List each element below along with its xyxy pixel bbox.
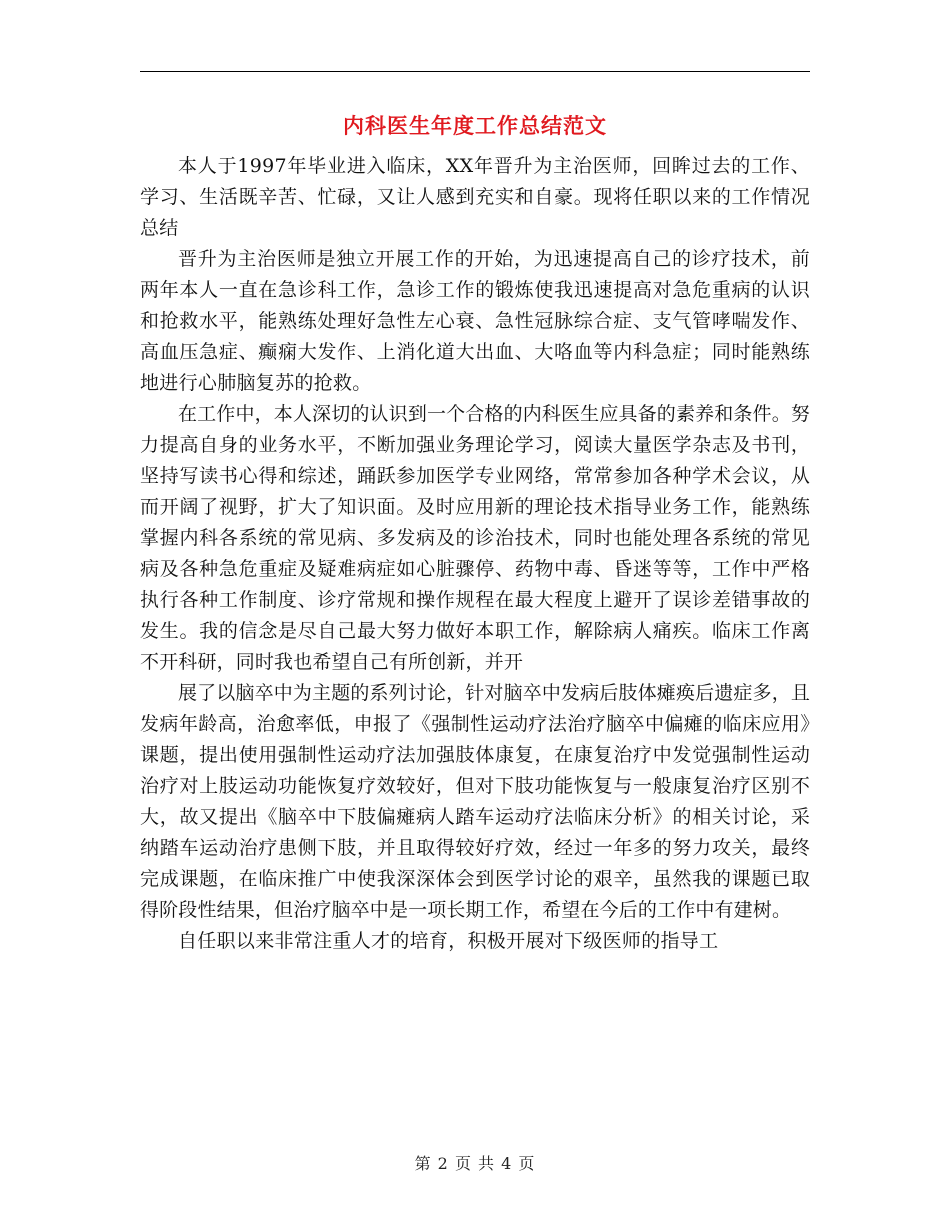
- page-footer: 第 2 页 共 4 页: [414, 1154, 536, 1173]
- paragraph-stroke-research: 展了以脑卒中为主题的系列讨论，针对脑卒中发病后肢体瘫痪后遗症多，且发病年龄高，治愈率低，申报了《强制性运动疗法治疗脑卒中偏瘫的临床应用》课题，提出使用强制性运动疗法加强肢体康复，在康复治疗中发觉强制性运动治疗对上肢运动功能恢复疗效较好，但对下肢功能恢复与一般康复治疗区别不大，故又提出《脑卒中下肢偏瘫病人踏车运动疗法临床分析》的相关讨论，采纳踏车运动治疗患侧下肢，并且取得较好疗效，经过一年多的努力攻关，最终完成课题，在临床推广中使我深深体会到医学讨论的艰辛，虽然我的课题已取得阶段性结果，但治疗脑卒中是一项长期工作，希望在今后的工作中有建树。: [140, 682, 810, 921]
- paragraph-emergency-work: 晋升为主治医师是独立开展工作的开始，为迅速提高自己的诊疗技术，前两年本人一直在急诊科工作，急诊工作的锻炼使我迅速提高对急危重病的认识和抢救水平，能熟练处理好急性左心衰、急性冠脉综合症、支气管哮喘发作、高血压急症、癫痫大发作、上消化道大出血、大咯血等内科急症；同时能熟练地进行心肺脑复苏的抢救。: [140, 248, 810, 394]
- paragraph-professional-study: 在工作中，本人深切的认识到一个合格的内科医生应具备的素养和条件。努力提高自身的业务水平，不断加强业务理论学习，阅读大量医学杂志及书刊，坚持写读书心得和综述，踊跃参加医学专业网络，常常参加各种学术会议，从而开阔了视野，扩大了知识面。及时应用新的理论技术指导业务工作，能熟练掌握内科各系统的常见病、多发病及的诊治技术，同时也能处理各系统的常见病及各种急危重症及疑难病症如心脏骤停、药物中毒、昏迷等等，工作中严格执行各种工作制度、诊疗常规和操作规程在最大程度上避开了误诊差错事故的发生。我的信念是尽自己最大努力做好本职工作，解除病人痛疾。临床工作离不开科研，同时我也希望自己有所创新，并开: [140, 403, 810, 673]
- document-title: 内科医生年度工作总结范文: [343, 114, 607, 138]
- paragraph-intro: 本人于1997年毕业进入临床，XX年晋升为主治医师，回眸过去的工作、学习、生活既辛苦、忙碌，又让人感到充实和自豪。现将任职以来的工作情况总结: [140, 155, 810, 239]
- header-rule: [140, 71, 810, 72]
- paragraph-talent-training: 自任职以来非常注重人才的培育，积极开展对下级医师的指导工: [178, 930, 719, 952]
- document-body: [140, 151, 810, 957]
